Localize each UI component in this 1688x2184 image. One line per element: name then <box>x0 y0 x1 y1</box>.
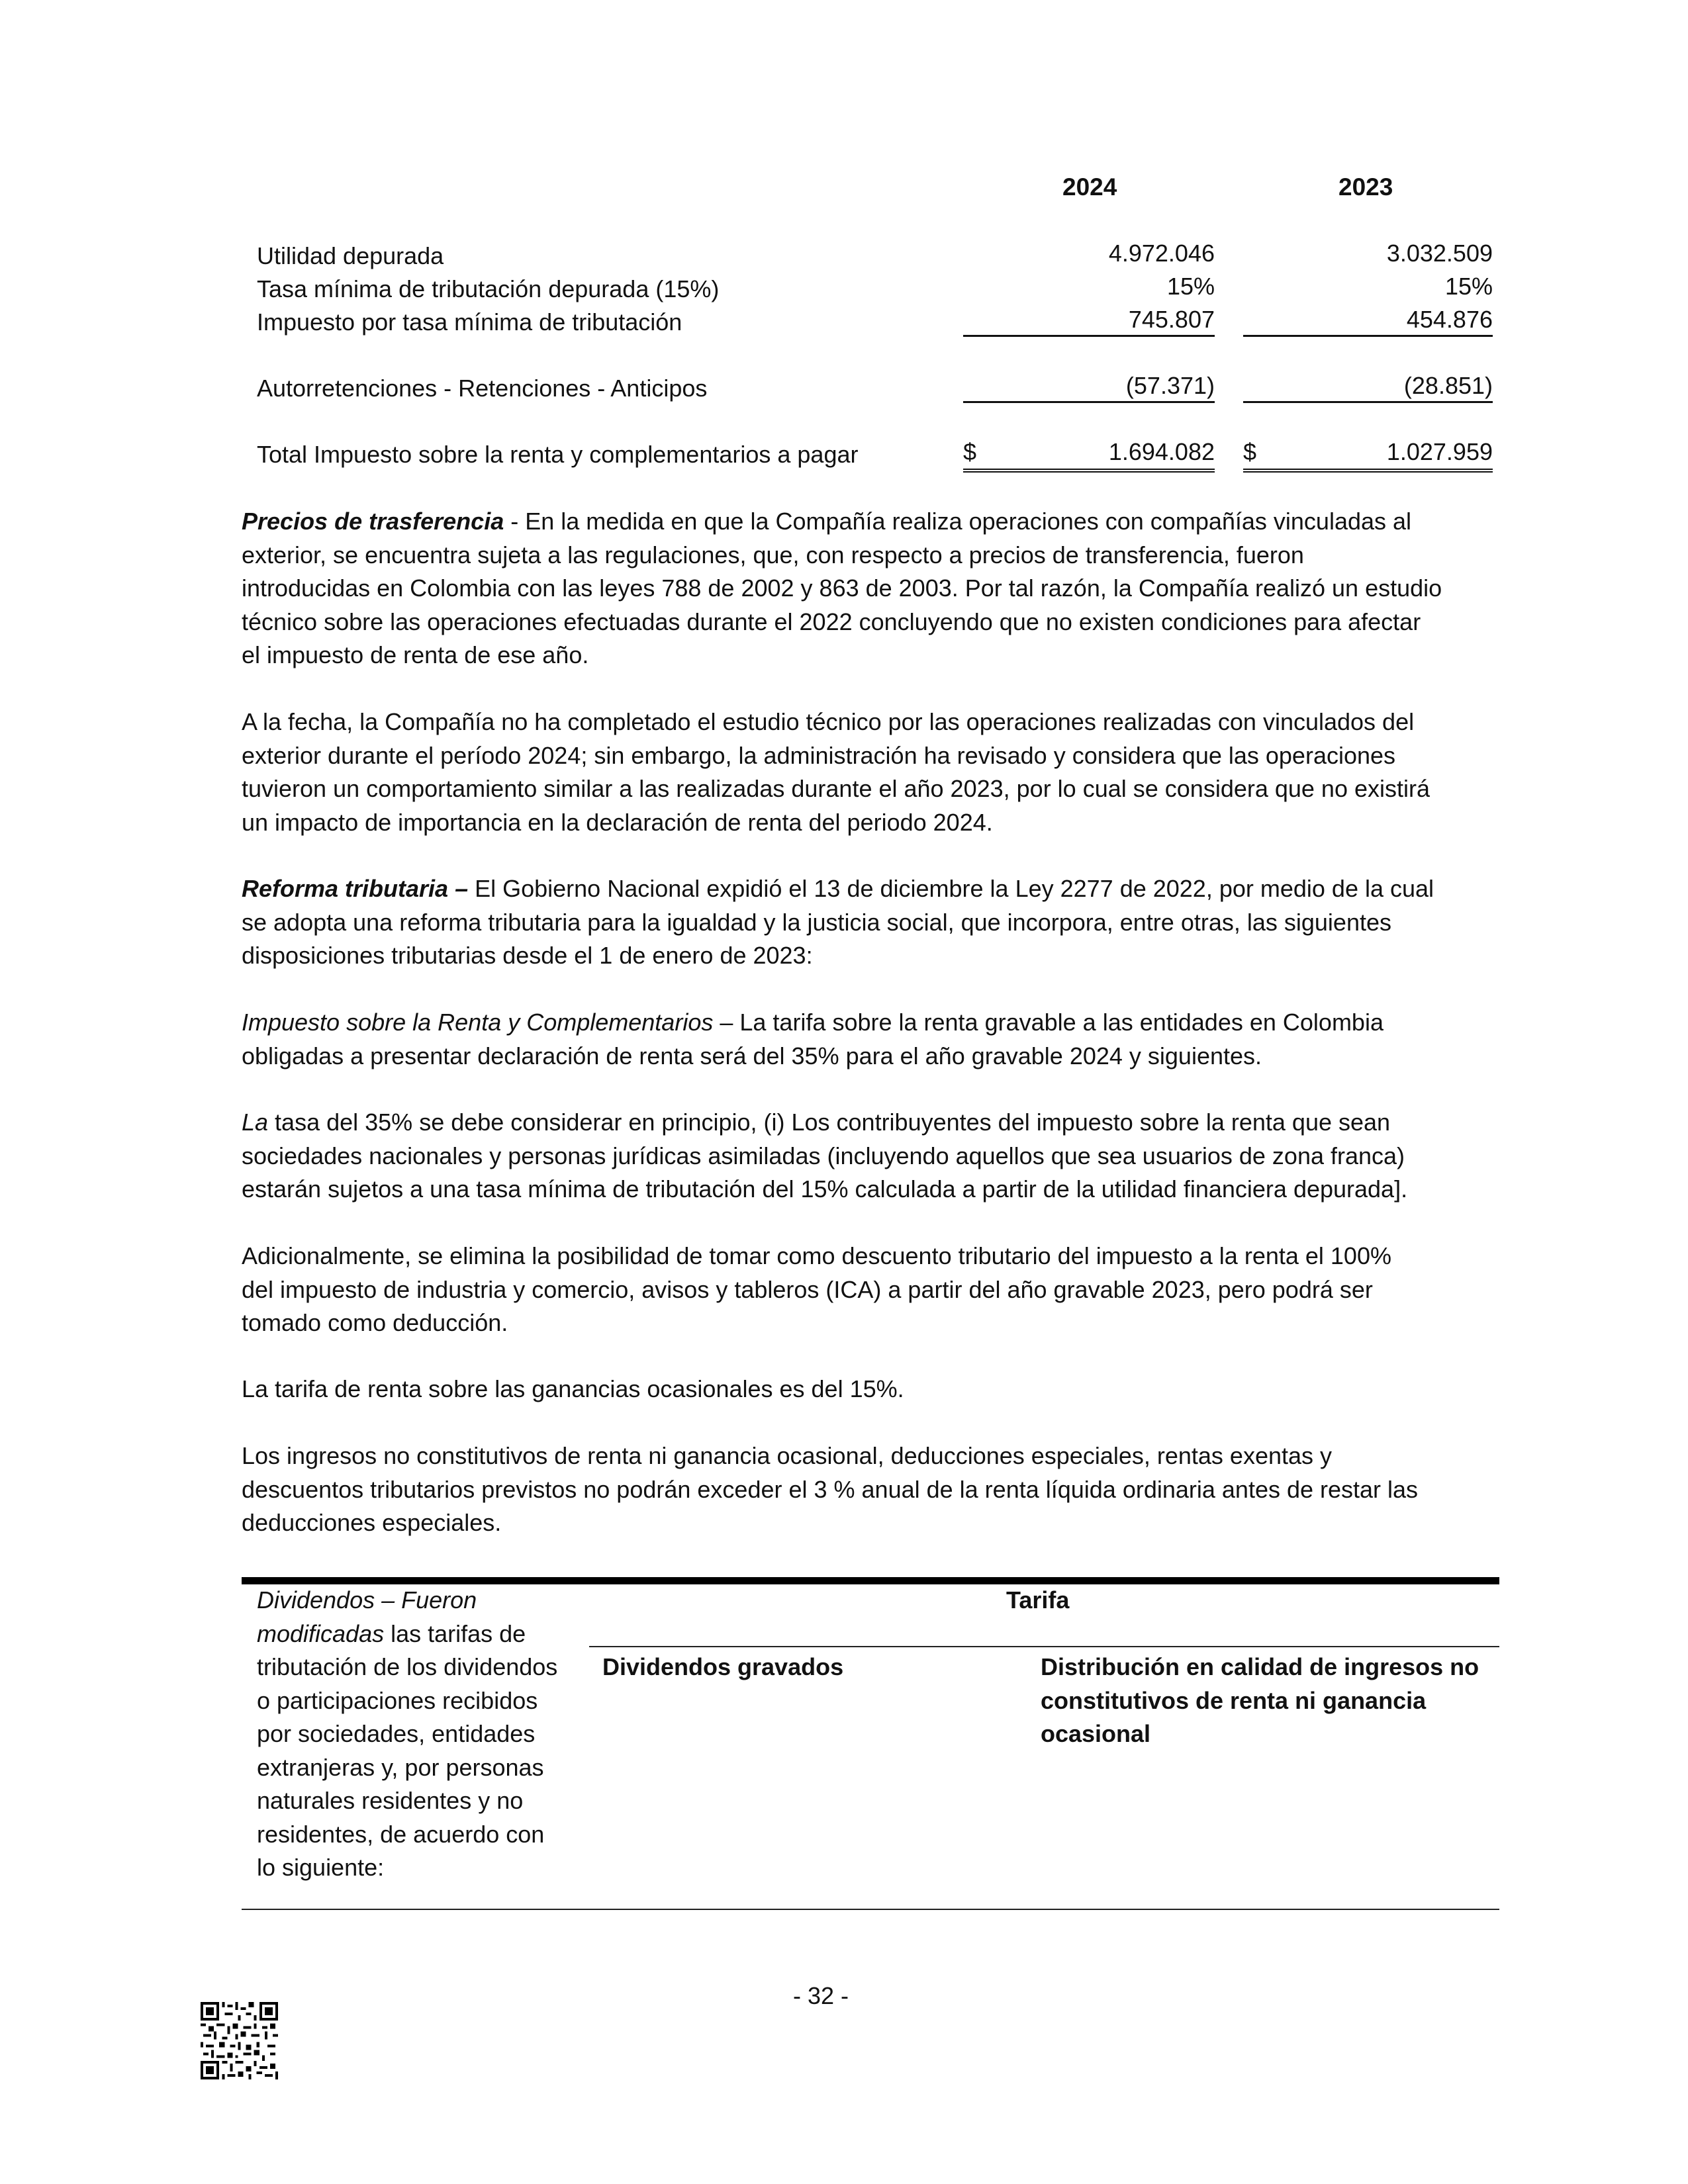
paragraph-adicionalmente <box>242 1240 1486 1340</box>
text-line: estarán sujetos a una tasa mínima de tributación del 15% calculada a partir de la utilidad financiera depurada]. <box>242 1175 1408 1203</box>
text-line: las tarifas de <box>384 1619 526 1647</box>
heading-impuesto-renta: Impuesto sobre la Renta y Complementarios <box>242 1009 714 1036</box>
text-line: residentes, de acuerdo con <box>257 1820 545 1848</box>
value-2023-impuesto: 454.876 <box>1243 306 1493 337</box>
value-2023-tasa: 15% <box>1444 273 1493 300</box>
text-line: disposiciones tributarias desde el 1 de enero de 2023: <box>242 942 813 969</box>
row-label-impuesto: Impuesto por tasa mínima de tributación <box>257 308 682 336</box>
text-line: – La tarifa sobre la renta gravable a las entidades en Colombia <box>713 1009 1383 1036</box>
paragraph-ganancias <box>242 1373 1486 1406</box>
table-header-divider <box>589 1646 1499 1647</box>
text-line: introducidas en Colombia con las leyes 788 de 2002 y 863 de 2003. Por tal razón, la Compañía realizó un estudio <box>242 574 1442 602</box>
text-line: Los ingresos no constitutivos de renta ni ganancia ocasional, deducciones especiales, rentas exentas y <box>242 1442 1333 1469</box>
value-2024-utilidad: 4.972.046 <box>1108 240 1215 267</box>
dividend-description-cell <box>257 1584 581 1885</box>
col-dividendos-gravados: Dividendos gravados <box>602 1653 844 1680</box>
year-header-2024: 2024 <box>1062 173 1117 201</box>
text-italic: modificadas <box>257 1619 385 1647</box>
row-label-autorretenciones: Autorretenciones - Retenciones - Anticipos <box>257 375 708 402</box>
text-line: técnico sobre las operaciones efectuadas durante el 2022 concluyendo que no existen condiciones para afectar <box>242 608 1421 635</box>
paragraph-la-tasa <box>242 1106 1486 1206</box>
text-line: o participaciones recibidos <box>257 1686 538 1714</box>
year-header-2023: 2023 <box>1338 173 1393 201</box>
paragraph-a-la-fecha <box>242 705 1486 839</box>
value-2024-impuesto: 745.807 <box>963 306 1215 337</box>
text-line: - En la medida en que la Compañía realiza operaciones con compañías vinculadas al <box>504 508 1412 535</box>
paragraph-impuesto-renta <box>242 1006 1486 1073</box>
value-2024-total <box>963 438 1215 473</box>
text-line: El Gobierno Nacional expidió el 13 de diciembre la Ley 2277 de 2022, por medio de la cual <box>468 875 1434 902</box>
row-label-total: Total Impuesto sobre la renta y complementarios a pagar <box>257 441 859 468</box>
text-line: sociedades nacionales y personas jurídicas asimiladas (incluyendo aquellos que sea usuarios de zona franca) <box>242 1142 1405 1169</box>
paragraph-ingresos <box>242 1439 1486 1540</box>
paragraph-precios-transferencia <box>242 505 1486 672</box>
currency-symbol: $ <box>963 438 977 465</box>
value-2024-tasa: 15% <box>1166 273 1215 300</box>
heading-precios: Precios de trasferencia <box>242 508 504 535</box>
text-line: del impuesto de industria y comercio, avisos y tableros (ICA) a partir del año gravable 2023, pero podrá ser <box>242 1275 1373 1303</box>
text-line: tuvieron un comportamiento similar a las realizadas durante el año 2023, por lo cual se considera que no existirá <box>242 775 1430 802</box>
currency-symbol: $ <box>1243 438 1257 465</box>
tarifa-header: Tarifa <box>1006 1586 1070 1614</box>
total-2024: 1.694.082 <box>1108 438 1215 465</box>
value-2023-utilidad: 3.032.509 <box>1386 240 1493 267</box>
text-line: Distribución en calidad de ingresos no <box>1041 1653 1479 1680</box>
text-line: un impacto de importancia en la declaración de renta del periodo 2024. <box>242 808 993 836</box>
text-line: se adopta una reforma tributaria para la igualdad y la justicia social, que incorpora, entre otras, las siguientes <box>242 908 1391 936</box>
total-2023: 1.027.959 <box>1386 438 1493 465</box>
page-number: - 32 - <box>792 1982 849 2009</box>
text-line: constitutivos de renta ni ganancia <box>1041 1686 1427 1714</box>
value-2023-total <box>1243 438 1493 473</box>
col-distribucion-ingresos <box>1041 1651 1497 1751</box>
table-bottom-border <box>242 1909 1499 1910</box>
row-label-tasa: Tasa mínima de tributación depurada (15%) <box>257 275 720 302</box>
text-line: deducciones especiales. <box>242 1509 502 1536</box>
text-line: naturales residentes y no <box>257 1787 524 1814</box>
row-label-utilidad: Utilidad depurada <box>257 242 444 269</box>
text-line: por sociedades, entidades <box>257 1720 536 1747</box>
text-line: A la fecha, la Compañía no ha completado el estudio técnico por las operaciones realizadas con vinculados del <box>242 708 1415 735</box>
text-line: tributación de los dividendos <box>257 1653 558 1680</box>
text-line: Dividendos – Fueron <box>257 1586 477 1614</box>
qr-code-icon <box>201 2002 278 2079</box>
text-line: exterior durante el período 2024; sin embargo, la administración ha revisado y considera que las operaciones <box>242 741 1396 769</box>
value-2023-autorretenciones: (28.851) <box>1243 372 1493 403</box>
text-line: exterior, se encuentra sujeta a las regulaciones, que, con respecto a precios de transferencia, fueron <box>242 541 1304 569</box>
text-line: ocasional <box>1041 1720 1151 1747</box>
text-line: La tarifa de renta sobre las ganancias ocasionales es del 15%. <box>242 1375 904 1402</box>
text-line: Adicionalmente, se elimina la posibilidad de tomar como descuento tributario del impuesto a la renta el 100% <box>242 1242 1391 1269</box>
text-line: lo siguiente: <box>257 1854 385 1881</box>
text-line: obligadas a presentar declaración de renta será del 35% para el año gravable 2024 y siguientes. <box>242 1042 1262 1069</box>
value-2024-autorretenciones: (57.371) <box>963 372 1215 403</box>
text-line: descuentos tributarios previstos no podrán exceder el 3 % anual de la renta líquida ordinaria antes de restar las <box>242 1475 1419 1503</box>
text-line: el impuesto de renta de ese año. <box>242 641 589 668</box>
heading-reforma: Reforma tributaria – <box>242 875 469 902</box>
text-line: tasa del 35% se debe considerar en principio, (i) Los contribuyentes del impuesto sobre la renta que sean <box>268 1109 1391 1136</box>
text-line: extranjeras y, por personas <box>257 1753 544 1781</box>
paragraph-reforma-tributaria <box>242 872 1486 973</box>
heading-la: La <box>242 1109 269 1136</box>
text-line: tomado como deducción. <box>242 1309 508 1336</box>
